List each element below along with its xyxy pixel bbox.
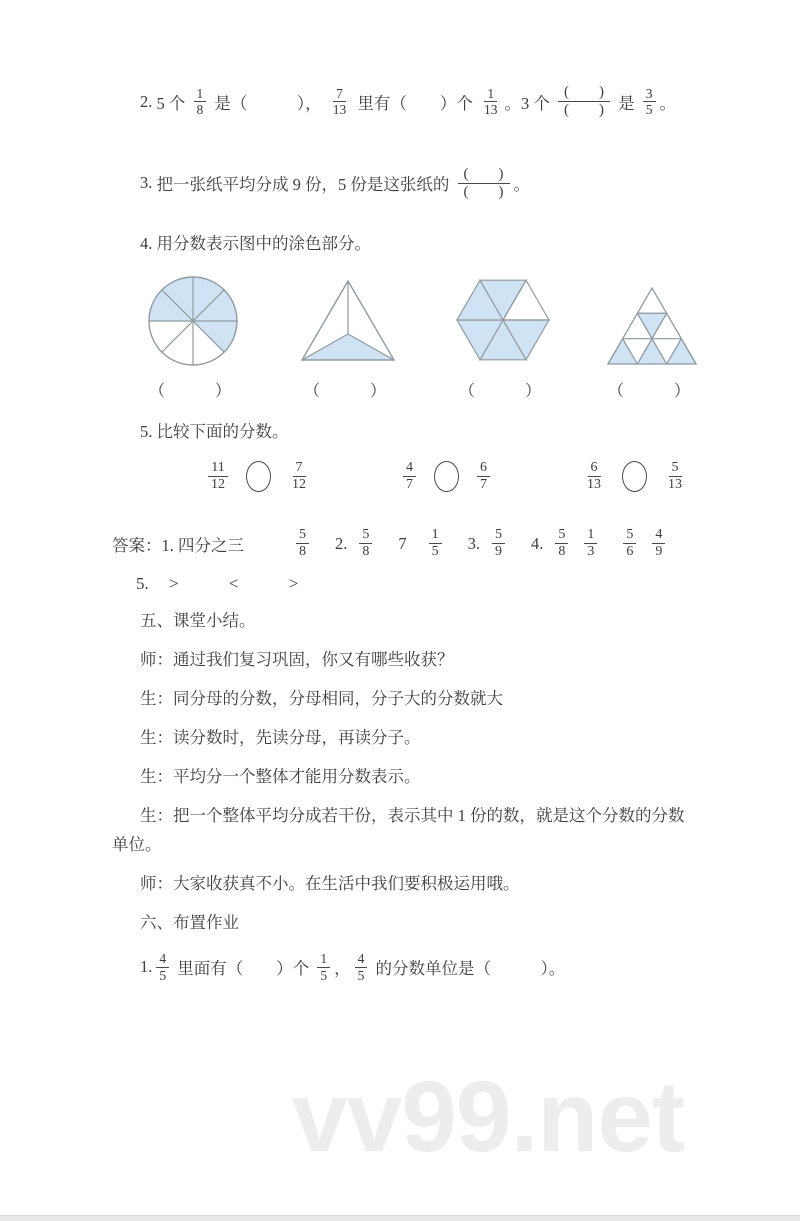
comparison-group-1: [204, 460, 313, 493]
answers-line: [112, 527, 704, 560]
blank-fraction: $\frac{( )}{( )}$: [458, 166, 510, 202]
question-3-number: 3.: [140, 173, 153, 193]
answer-blank-parens: （ ）: [303, 383, 392, 400]
figure-circle-eighths: [138, 274, 248, 401]
teacher-line: 师：大家收获真不小。在生活中我们要积极运用哦。: [140, 874, 520, 894]
answer-blank-parens: （ ）: [148, 383, 237, 400]
figure-hexagon-sixths: [448, 270, 558, 401]
section-heading-6: 六、布置作业: [140, 913, 239, 933]
question-2-text: 5 个: [152, 93, 190, 113]
homework-1-text: 的分数单位是（ ）。: [371, 959, 566, 979]
answer-fraction: $\frac{5}{8}$: [296, 527, 309, 560]
fraction-6-13: $\frac{6}{13}$: [587, 460, 601, 493]
question-2-number: 2.: [140, 91, 153, 111]
student-line: 生：平均分一个整体才能用分数表示。: [140, 767, 421, 787]
question-2-text: 是: [614, 93, 639, 113]
fraction-5-13: $\frac{5}{13}$: [668, 460, 682, 493]
answer-fraction: $\frac{1}{3}$: [584, 527, 597, 560]
fraction-3-5: $\frac{3}{5}$: [643, 86, 656, 118]
less-than-sign: <: [228, 574, 239, 594]
answer-4-label: 4.: [531, 533, 544, 553]
question-3: [140, 166, 704, 202]
fraction-6-7: $\frac{6}{7}$: [477, 460, 490, 493]
section-heading-5: 五、课堂小结。: [140, 611, 256, 631]
fraction-1-13: $\frac{1}{13}$: [484, 85, 498, 118]
question-2-text: 。3 个: [504, 93, 554, 113]
homework-question-1: [140, 951, 704, 983]
fraction-4-7: $\frac{4}{7}$: [403, 460, 416, 493]
triangle-ninths-figure: [602, 282, 702, 370]
question-2-text: 。: [659, 93, 676, 113]
answer-blank-parens: （ ）: [458, 383, 547, 400]
student-line-wrap: 单位。: [112, 835, 162, 855]
fraction-11-12: $\frac{11}{12}$: [208, 460, 228, 493]
figure-triangle-ninths: [602, 282, 702, 401]
answer-fraction: $\frac{5}{6}$: [623, 527, 636, 560]
question-2-text: 是（ ），: [210, 93, 326, 113]
answer-fraction: $\frac{4}{9}$: [652, 527, 665, 560]
greater-than-sign: >: [288, 574, 299, 594]
student-line: 生：读分数时，先读分母，再读分子。: [140, 728, 421, 748]
homework-1-text: ，: [334, 959, 351, 979]
question-3-text: 。: [513, 175, 530, 195]
answer-fraction: $\frac{5}{9}$: [492, 527, 505, 560]
question-5: 5. 比较下面的分数。: [140, 422, 289, 441]
comparison-group-3: [580, 460, 689, 493]
teacher-line: 师：通过我们复习巩固，你又有哪些收获？: [140, 650, 454, 670]
comparison-circle: [246, 461, 271, 492]
fraction-7-12: $\frac{7}{12}$: [292, 460, 306, 493]
fraction-7-13: $\frac{7}{13}$: [332, 85, 347, 118]
summary-section: [112, 608, 704, 935]
page-bottom-gap: [0, 1215, 800, 1221]
fraction-1-5: $\frac{1}{5}$: [317, 951, 330, 983]
fraction-1-8: $\frac{1}{8}$: [194, 86, 207, 118]
question-2-text: 里有（ ）个: [353, 93, 477, 113]
fraction-comparison-row: [112, 460, 704, 493]
question-3-text: 把一张纸平均分成 9 份，5 份是这张纸的: [152, 175, 454, 195]
shaded-figures-row: [112, 270, 704, 401]
answer-fraction: $\frac{1}{5}$: [429, 527, 442, 560]
homework-1-number: 1.: [140, 957, 153, 977]
figure-triangle-thirds: [292, 274, 404, 401]
answer-3-label: 3.: [467, 533, 480, 553]
answer-fraction: $\frac{5}{8}$: [359, 527, 372, 560]
comparison-group-2: [399, 460, 494, 493]
answers-label: 答案：: [112, 535, 162, 555]
hexagon-sixths-figure: [448, 270, 558, 370]
comparison-circle: [622, 461, 647, 492]
circle-eighths-figure: [138, 274, 248, 370]
fraction-4-5: $\frac{4}{5}$: [156, 951, 169, 983]
fraction-4-5: $\frac{4}{5}$: [355, 951, 368, 983]
answer-fraction: $\frac{5}{8}$: [555, 527, 568, 560]
student-line: 生：把一个整体平均分成若干份，表示其中 1 份的数，就是这个分数的分数: [140, 806, 685, 826]
answer-5-line: [136, 574, 704, 594]
answer-blank-parens: （ ）: [607, 383, 696, 400]
question-2: [140, 84, 704, 120]
student-line: 生：同分母的分数，分母相同，分子大的分数就大: [140, 689, 503, 709]
homework-1-text: 里面有（ ）个: [173, 959, 314, 979]
answer-1-text: 1. 四分之三: [161, 535, 244, 555]
answer-2-label: 2.: [335, 533, 348, 553]
comparison-circle: [434, 461, 459, 492]
question-4: 4. 用分数表示图中的涂色部分。: [140, 234, 371, 253]
blank-fraction: $\frac{( )}{( )}$: [558, 84, 610, 120]
worksheet-page: [0, 84, 800, 983]
greater-than-sign: >: [169, 574, 179, 594]
answer-5-number: 5.: [136, 574, 149, 594]
site-watermark: vv99.net: [292, 1061, 685, 1173]
triangle-thirds-figure: [292, 274, 404, 370]
answer-2-value: 7: [398, 533, 407, 553]
